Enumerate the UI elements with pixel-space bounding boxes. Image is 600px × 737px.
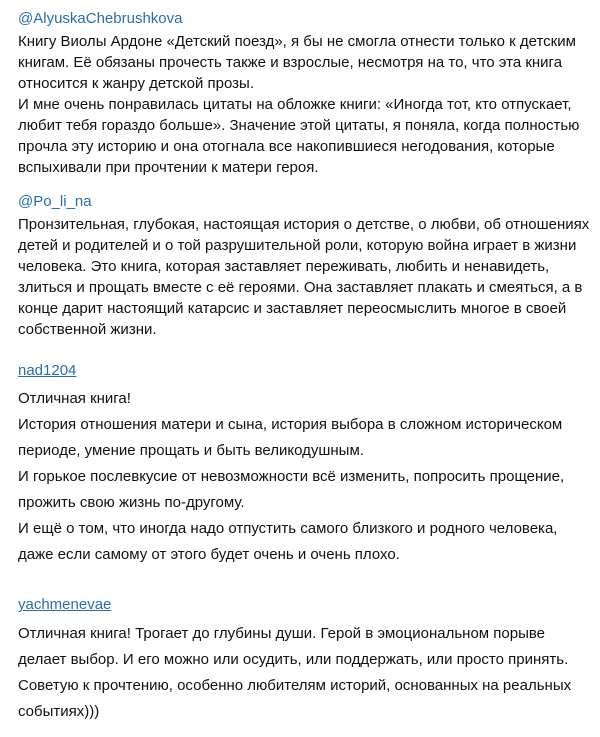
comment-alyuskachebrushkova	[18, 10, 596, 178]
username-link[interactable]: nad1204	[18, 362, 77, 379]
comment-paragraph: История отношения матери и сына, история выбора в сложном историческом периоде, умение прощать и быть великодушным.	[18, 416, 563, 459]
username-link[interactable]: @AlyuskaChebrushkova	[18, 10, 183, 27]
comment-paragraph: Книгу Виолы Ардоне «Детский поезд», я бы не смогла отнести только к детским книгам. Её обязаны прочесть также и взрослые, несмотря на то, что эта книга относится к жанру детской прозы.	[18, 33, 576, 92]
comment-paragraph: Пронзительная, глубокая, настоящая история о детстве, о любви, об отношениях детей и родителей и о той разрушительной роли, которую война играет в жизни человека. Это книга, которая заставляет переживать, любить и ненавидеть, злиться и прощать вместе с её героями. Она заставляет плакать и смеяться, а в конце дарит настоящий катарсис и заставляет переосмыслить многое в своей собственной жизни.	[18, 216, 590, 338]
comment-paragraph: И горькое послевкусие от невозможности всё изменить, попросить прощение, прожить свою жизнь по-другому.	[18, 468, 565, 511]
comment-paragraph: И мне очень понравилась цитаты на обложке книги: «Иногда тот, кто отпускает, любит тебя гораздо больше». Значение этой цитаты, я поняла, когда полностью прочла эту историю и она отогнала все накопившиеся негодования, которые вспыхивали при прочтении к матери героя.	[18, 96, 580, 176]
username-link[interactable]: @Po_li_na	[18, 193, 92, 210]
comment-nad1204	[18, 362, 596, 568]
comment-text	[18, 31, 596, 178]
username-link[interactable]: yachmenevae	[18, 596, 112, 613]
comment-text	[18, 621, 596, 725]
comment-paragraph: Отличная книга! Трогает до глубины души. Герой в эмоциональном порыве делает выбор. И его можно или осудить, или поддержать, или просто принять. Советую к прочтению, особенно любителям историй, основанных на реальных событиях)))	[18, 625, 572, 720]
comment-yachmenevae	[18, 596, 596, 725]
comment-text	[18, 386, 596, 568]
comment-text	[18, 214, 596, 340]
comment-paragraph: Отличная книга!	[18, 390, 131, 407]
comment-po-li-na	[18, 193, 596, 340]
comment-paragraph: И ещё о том, что иногда надо отпустить самого близкого и родного человека, даже если самому от этого будет очень и очень плохо.	[18, 520, 558, 563]
